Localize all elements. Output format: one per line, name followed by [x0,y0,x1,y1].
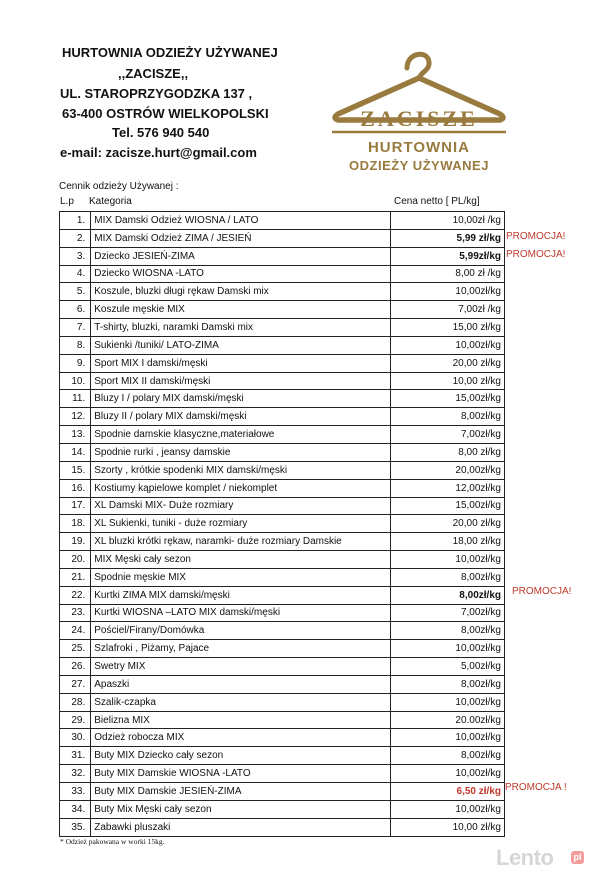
table-row [60,319,505,337]
row-price: 20.00zł/kg [390,711,504,729]
row-number: 28. [60,693,91,711]
lento-watermark: Lento [496,845,554,870]
company-city: 63-400 OSTRÓW WIELKOPOLSKI [62,106,269,121]
company-line-1: HURTOWNIA ODZIEŻY UŻYWANEJ [62,45,278,60]
row-price: 5,99zł/kg [390,247,504,265]
row-number: 34. [60,800,91,818]
row-category: Bielizna MIX [91,711,391,729]
row-number: 20. [60,551,91,569]
row-category: Apaszki [91,675,391,693]
row-number: 32. [60,765,91,783]
row-number: 21. [60,568,91,586]
row-price: 10,00zł /kg [390,212,504,230]
row-number: 29. [60,711,91,729]
table-row [60,354,505,372]
row-number: 17. [60,497,91,515]
row-number: 31. [60,747,91,765]
row-category: XL Damski MIX- Duże rozmiary [91,497,391,515]
row-category: XL Sukienki, tuniki - duże rozmiary [91,515,391,533]
row-category: Swetry MIX [91,658,391,676]
row-category: Dziecko JESIEŃ-ZIMA [91,247,391,265]
row-price: 7,00zł /kg [390,301,504,319]
row-category: T-shirty, bluzki, naramki Damski mix [91,319,391,337]
table-row [60,390,505,408]
table-row [60,551,505,569]
lento-watermark-suffix: pl [571,851,584,864]
table-row [60,658,505,676]
row-price: 20,00 zł/kg [390,354,504,372]
column-header-category: Kategoria [89,196,132,207]
row-category: Kurtki WIOSNA –LATO MIX damski/męski [91,604,391,622]
row-category: Koszule męskie MIX [91,301,391,319]
row-price: 10,00 zł/kg [390,372,504,390]
table-row [60,461,505,479]
company-email: e-mail: zacisze.hurt@gmail.com [60,145,257,160]
table-row [60,622,505,640]
row-price: 10,00 zł/kg [390,818,504,836]
row-number: 10. [60,372,91,390]
row-category: Buty MIX Damskie JESIEŃ-ZIMA [91,783,391,801]
row-category: MIX Męski cały sezon [91,551,391,569]
row-price: 15,00zł/kg [390,390,504,408]
table-row [60,408,505,426]
price-list-intro: Cennik odzieży Używanej : [59,181,179,192]
row-number: 7. [60,319,91,337]
row-category: Buty Mix Męski cały sezon [91,800,391,818]
row-number: 30. [60,729,91,747]
row-price: 7,00zł/kg [390,604,504,622]
row-price: 10,00zł/kg [390,640,504,658]
table-row [60,675,505,693]
row-price: 8,00zł/kg [390,747,504,765]
table-row [60,372,505,390]
row-number: 24. [60,622,91,640]
row-price: 8,00zł/kg [390,622,504,640]
row-number: 19. [60,533,91,551]
row-category: Spodnie damskie klasyczne,materiałowe [91,426,391,444]
row-number: 23. [60,604,91,622]
row-price: 7,00zł/kg [390,426,504,444]
row-number: 11. [60,390,91,408]
table-row [60,426,505,444]
row-category: Spodnie rurki , jeansy damskie [91,443,391,461]
row-price: 10,00zł/kg [390,729,504,747]
table-row [60,515,505,533]
column-header-price: Cena netto [ PL/kg] [394,196,480,207]
table-row [60,265,505,283]
row-number: 9. [60,354,91,372]
table-row [60,604,505,622]
logo-name: ZACISZE [360,106,478,131]
row-price: 5,00zł/kg [390,658,504,676]
row-category: MIX Damski Odzież WIOSNA / LATO [91,212,391,230]
row-price: 8,00 zł/kg [390,443,504,461]
promo-label: PROMOCJA! [512,586,572,598]
row-number: 6. [60,301,91,319]
row-price: 20,00 zł/kg [390,515,504,533]
row-price: 10,00zł/kg [390,765,504,783]
table-row [60,533,505,551]
table-row [60,283,505,301]
row-price: 10,00zł/kg [390,336,504,354]
row-category: Spodnie męskie MIX [91,568,391,586]
row-category: Szlafroki , Piżamy, Pajace [91,640,391,658]
row-number: 33. [60,783,91,801]
row-price: 6,50 zł/kg [390,783,504,801]
row-number: 15. [60,461,91,479]
footnote: * Odzież pakowana w worki 15kg. [60,837,165,846]
table-row [60,765,505,783]
row-price: 10,00zł/kg [390,693,504,711]
row-price: 12,00zł/kg [390,479,504,497]
row-number: 12. [60,408,91,426]
row-category: Bluzy I / polary MIX damski/męski [91,390,391,408]
zacisze-logo [318,44,520,190]
table-row [60,711,505,729]
row-number: 26. [60,658,91,676]
table-row [60,479,505,497]
column-header-lp: L.p [60,196,74,207]
price-table [59,211,505,837]
row-price: 15,00 zł/kg [390,319,504,337]
table-row [60,212,505,230]
row-price: 15,00zł/kg [390,497,504,515]
row-category: Szorty , krótkie spodenki MIX damski/męski [91,461,391,479]
row-number: 3. [60,247,91,265]
promo-label: PROMOCJA ! [505,781,567,793]
row-category: Szalik-czapka [91,693,391,711]
company-line-2: ,,ZACISZE,, [118,66,189,81]
table-row [60,818,505,836]
row-price: 8,00zł/kg [390,675,504,693]
row-category: Pościel/Firany/Domówka [91,622,391,640]
table-row [60,443,505,461]
row-category: Sport MIX II damski/męski [91,372,391,390]
row-price: 5,99 zł/kg [390,229,504,247]
row-number: 18. [60,515,91,533]
row-category: Bluzy II / polary MIX damski/męski [91,408,391,426]
column-headers [59,196,519,210]
promo-label: PROMOCJA! [506,230,566,242]
table-row [60,747,505,765]
table-row [60,301,505,319]
row-number: 22. [60,586,91,604]
table-row [60,586,505,604]
row-number: 27. [60,675,91,693]
row-number: 4. [60,265,91,283]
row-category: Buty MIX Damskie WIOSNA -LATO [91,765,391,783]
row-price: 10,00zł/kg [390,800,504,818]
company-address: UL. STAROPRZYGODZKA 137 , [60,86,253,101]
table-row [60,497,505,515]
row-price: 10,00zł/kg [390,283,504,301]
row-price: 18,00 zł/kg [390,533,504,551]
table-row [60,229,505,247]
row-category: Kurtki ZIMA MIX damski/męski [91,586,391,604]
table-row [60,800,505,818]
row-number: 5. [60,283,91,301]
row-number: 1. [60,212,91,230]
row-price: 8,00zł/kg [390,586,504,604]
table-row [60,336,505,354]
row-category: MIX Damski Odzież ZIMA / JESIEŃ [91,229,391,247]
row-number: 35. [60,818,91,836]
row-number: 13. [60,426,91,444]
row-number: 14. [60,443,91,461]
row-category: Sukienki /tuniki/ LATO-ZIMA [91,336,391,354]
row-price: 8,00zł/kg [390,408,504,426]
promo-label: PROMOCJA! [506,248,566,260]
row-number: 25. [60,640,91,658]
table-row [60,568,505,586]
table-row [60,783,505,801]
logo-line-2: ODZIEŻY UŻYWANEJ [349,158,489,173]
row-price: 20,00zł/kg [390,461,504,479]
row-category: XL bluzki krótki rękaw, naramki- duże rozmiary Damskie [91,533,391,551]
table-row [60,693,505,711]
row-number: 2. [60,229,91,247]
logo-line-1: HURTOWNIA [367,139,471,156]
table-row [60,729,505,747]
row-category: Dziecko WIOSNA -LATO [91,265,391,283]
row-price: 8,00zł/kg [390,568,504,586]
row-category: Sport MIX I damski/męski [91,354,391,372]
row-category: Zabawki pluszaki [91,818,391,836]
row-price: 10,00zł/kg [390,551,504,569]
table-row [60,247,505,265]
row-price: 8,00 zł /kg [390,265,504,283]
company-phone: Tel. 576 940 540 [112,125,210,140]
row-category: Koszule, bluzki długi rękaw Damski mix [91,283,391,301]
row-number: 8. [60,336,91,354]
row-category: Buty MIX Dziecko cały sezon [91,747,391,765]
row-number: 16. [60,479,91,497]
row-category: Kostiumy kąpielowe komplet / niekomplet [91,479,391,497]
row-category: Odzież robocza MIX [91,729,391,747]
table-row [60,640,505,658]
